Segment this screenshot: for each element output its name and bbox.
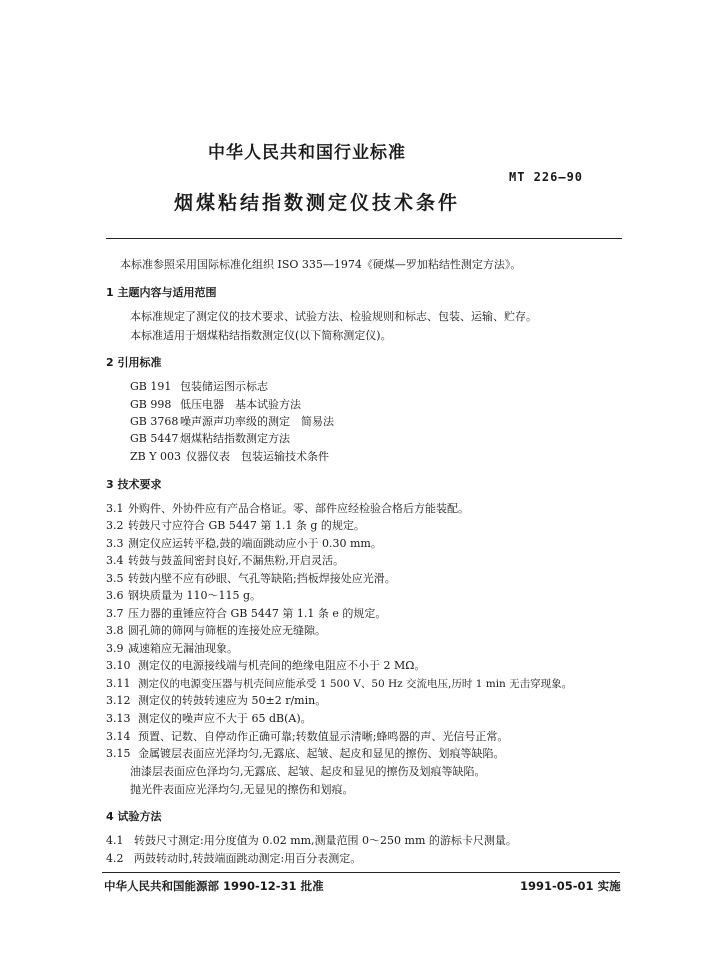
reference-title: 仪器仪表 包装运输技术条件 [186, 450, 329, 463]
reference-row [130, 415, 334, 429]
clause-number: 3.15 [106, 747, 131, 760]
reference-code: GB 3768 [130, 415, 179, 428]
clause-text: 预置、记数、自停动作正确可靠;转数值显示清晰;蜂鸣器的声、光信号正常。 [138, 730, 509, 743]
clause-number: 3.7 [106, 607, 124, 620]
clause-text: 圆孔筛的筛网与筛框的连接处应无缝隙。 [128, 624, 326, 637]
reference-code: GB 191 [130, 380, 172, 393]
section-2-heading: 2 引用标准 [106, 356, 162, 369]
clause-row [106, 834, 517, 848]
clause-number: 3.6 [106, 589, 124, 602]
clause-text: 转鼓尺寸测定:用分度值为 0.02 mm,测量范围 0～250 mm 的游标卡尺测量。 [134, 834, 517, 847]
reference-title: 低压电器 基本试验方法 [180, 398, 301, 411]
clause-text: 测定仪的转鼓转速应为 50±2 r/min。 [138, 694, 327, 707]
reference-code: GB 5447 [130, 432, 179, 445]
clause-number: 3.12 [106, 694, 131, 707]
reference-row [130, 450, 329, 464]
reference-title: 噪声源声功率级的测定 简易法 [180, 415, 334, 428]
clause-row [106, 607, 386, 621]
clause-row [106, 554, 344, 568]
section-1-line: 本标准规定了测定仪的技术要求、试验方法、检验规则和标志、包装、运输、贮存。 [130, 310, 537, 323]
clause-number: 3.9 [106, 642, 124, 655]
implementation-date: 1991-05-01 实施 [520, 879, 621, 893]
document-title: 烟煤粘结指数测定仪技术条件 [174, 192, 461, 214]
clause-row [106, 624, 326, 638]
reference-row [130, 398, 301, 412]
header-divider [106, 238, 622, 239]
clause-text: 减速箱应无漏油现象。 [128, 642, 238, 655]
clause-row [106, 519, 365, 533]
clause-row [106, 852, 361, 866]
clause-number: 3.10 [106, 659, 131, 672]
standard-number: MT 226—90 [509, 170, 584, 184]
clause-text: 转鼓尺寸应符合 GB 5447 第 1.1 条 g 的规定。 [128, 519, 365, 532]
clause-number: 3.2 [106, 519, 124, 532]
standard-category-title: 中华人民共和国行业标准 [208, 143, 406, 163]
clause-number: 3.3 [106, 537, 124, 550]
clause-number: 3.8 [106, 624, 124, 637]
clause-text: 金属镀层表面应光泽均匀,无露底、起皱、起皮和显见的擦伤、划痕等缺陷。 [138, 747, 505, 760]
clause-text: 测定仪的噪声应不大于 65 dB(A)。 [138, 712, 312, 725]
clause-text: 测定仪的电源接线端与机壳间的绝缘电阻应不小于 2 MΩ。 [138, 659, 426, 672]
clause-number: 3.4 [106, 554, 124, 567]
clause-row [106, 659, 425, 673]
clause-text: 测定仪的电源变压器与机壳间应能承受 1 500 V、50 Hz 交流电压,历时 1 min 无击穿现象。 [138, 678, 573, 690]
section-1-heading: 1 主题内容与适用范围 [106, 286, 217, 299]
clause-text: 测定仪应运转平稳,鼓的端面跳动应小于 0.30 mm。 [128, 537, 382, 550]
approval-date: 中华人民共和国能源部 1990-12-31 批准 [104, 879, 324, 893]
clause-number: 3.5 [106, 572, 124, 585]
clause-continuation: 油漆层表面应色泽均匀,无露底、起皱、起皮和显见的擦伤及划痕等缺陷。 [130, 765, 486, 778]
clause-number: 3.14 [106, 730, 131, 743]
footer-divider [102, 872, 620, 873]
clause-row [106, 572, 396, 586]
section-4-heading: 4 试验方法 [106, 810, 162, 823]
reference-code: GB 998 [130, 398, 172, 411]
clause-row [106, 747, 505, 761]
clause-number: 4.1 [106, 834, 124, 847]
reference-title: 包装储运图示标志 [180, 380, 268, 393]
clause-row [106, 537, 382, 551]
clause-row [106, 712, 312, 726]
section-3-heading: 3 技术要求 [106, 478, 162, 491]
reference-code: ZB Y 003 [130, 450, 181, 463]
clause-text: 压力器的重锤应符合 GB 5447 第 1.1 条 e 的规定。 [128, 607, 387, 620]
clause-text: 钢块质量为 110～115 g。 [128, 589, 262, 602]
clause-number: 4.2 [106, 852, 124, 865]
clause-row [106, 642, 238, 656]
reference-row [130, 432, 290, 446]
section-1-line: 本标准适用于烟煤粘结指数测定仪(以下简称测定仪)。 [130, 329, 392, 342]
clause-continuation: 抛光件表面应光泽均匀,无显见的擦伤和划痕。 [130, 783, 354, 796]
clause-row [106, 589, 261, 603]
clause-number: 3.1 [106, 502, 124, 515]
clause-row [106, 677, 572, 691]
reference-title: 烟煤粘结指数测定方法 [180, 432, 290, 445]
clause-text: 转鼓内壁不应有砂眼、气孔等缺陷;挡板焊接处应光滑。 [128, 572, 396, 585]
clause-number: 3.13 [106, 712, 131, 725]
clause-row [106, 502, 469, 516]
clause-number: 3.11 [106, 677, 131, 690]
clause-text: 外购件、外协件应有产品合格证。零、部件应经检验合格后方能装配。 [128, 502, 469, 515]
clause-row [106, 730, 508, 744]
intro-text: 本标准参照采用国际标准化组织 ISO 335—1974《硬煤—罗加粘结性测定方法》。 [120, 258, 522, 271]
reference-row [130, 380, 268, 394]
clause-row [106, 694, 326, 708]
clause-text: 两鼓转动时,转鼓端面跳动测定:用百分表测定。 [134, 852, 362, 865]
clause-text: 转鼓与鼓盖间密封良好,不漏焦粉,开启灵活。 [128, 554, 344, 567]
